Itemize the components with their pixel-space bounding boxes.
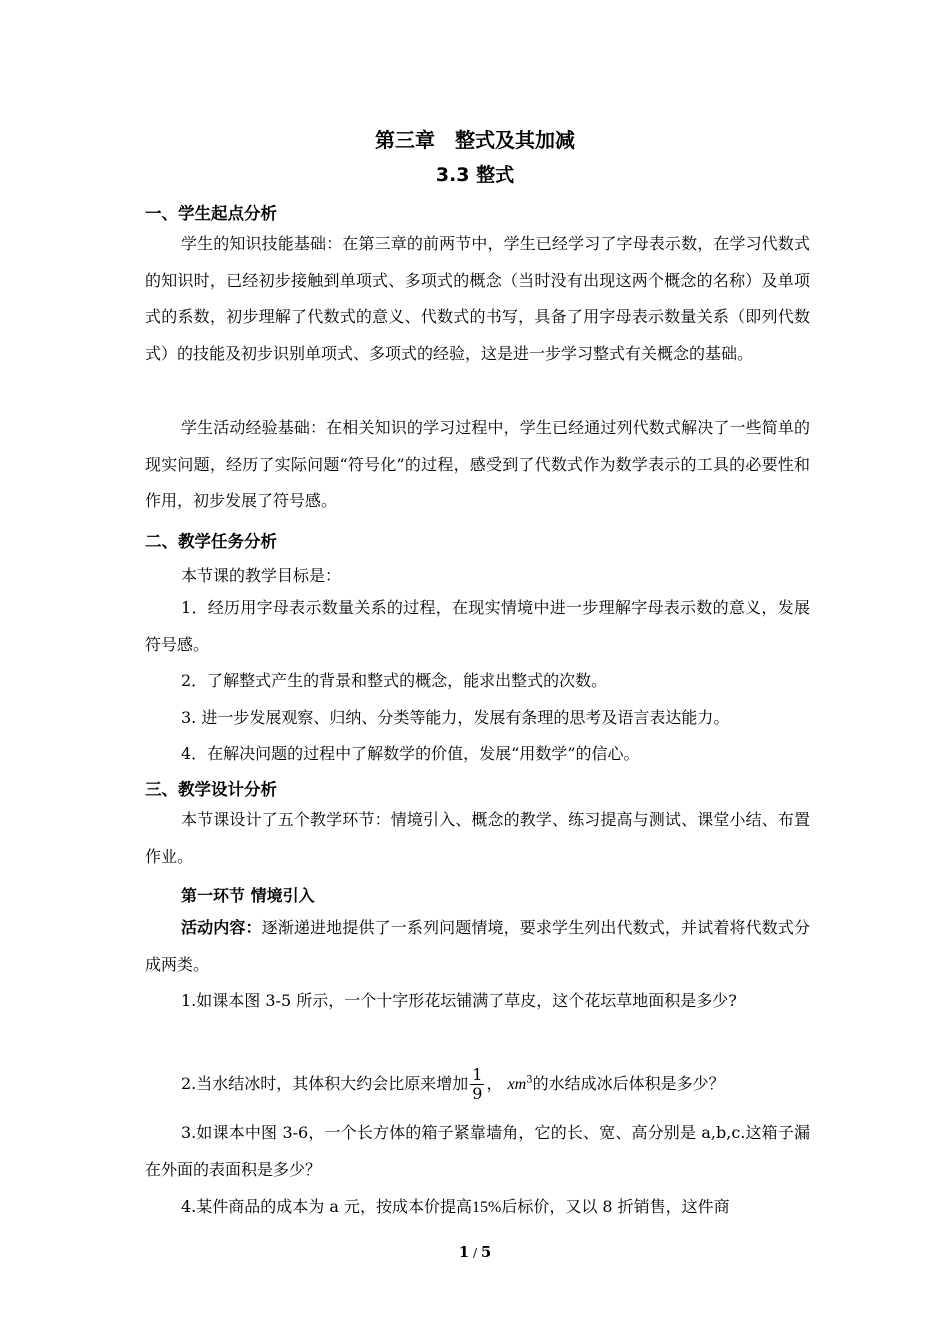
activity-text: 逐渐递进地提供了一系列问题情境，要求学生列出代数式，并试着将代数式分成两类。 — [145, 918, 810, 974]
question-2 — [181, 1066, 846, 1103]
goal-1: 1．经历用字母表示数量关系的过程，在现实情境中进一步理解字母表示数的意义，发展符号感。 — [145, 598, 810, 654]
question-2-text-a: 2.当水结冰时，其体积大约会比原来增加 — [181, 1074, 469, 1093]
paragraph-knowledge-basis: 学生的知识技能基础：在第三章的前两节中，学生已经学习了字母表示数，在学习代数式的知识时，已经初步接触到单项式、多项式的概念（当时没有出现这两个概念的名称）及单项式的系数，初步理解了代数式的意义、代数式的书写，具备了用字母表示数量关系（即列代数式）的技能及初步识别单项式、多项式的经验，这是进一步学习整式有关概念的基础。 — [145, 234, 810, 363]
question-4-text-b: 后标价，又以 8 折销售，这件商 — [501, 1197, 730, 1216]
paragraph-activity-basis: 学生活动经验基础：在相关知识的学习过程中，学生已经通过列代数式解决了一些简单的现实问题，经历了实际问题“符号化”的过程，感受到了代数式作为数学表示的工具的必要性和作用，初步发展了符号感。 — [145, 418, 810, 510]
heading-student-analysis: 一、学生起点分析 — [145, 204, 277, 223]
goal-2: 2．了解整式产生的背景和整式的概念，能求出整式的次数。 — [181, 671, 608, 690]
question-4-text-a: 4.某件商品的成本为 a 元，按成本价提高 — [181, 1197, 472, 1216]
page-separator: / — [469, 1246, 481, 1260]
goal-3: 3. 进一步发展观察、归纳、分类等能力，发展有条理的思考及语言表达能力。 — [181, 708, 730, 727]
fraction-denominator: 9 — [472, 1084, 483, 1103]
current-page: 1 — [458, 1243, 470, 1261]
heading-task-analysis: 二、教学任务分析 — [145, 532, 277, 551]
goals-intro: 本节课的教学目标是： — [181, 566, 342, 585]
section-title: 3.3 整式 — [435, 164, 515, 186]
total-pages: 5 — [480, 1243, 492, 1261]
goal-4: 4．在解决问题的过程中了解数学的价值，发展“用数学”的信心。 — [181, 744, 640, 763]
fraction-one-ninth — [470, 1066, 484, 1103]
question-3: 3.如课本中图 3-6，一个长方体的箱子紧靠墙角，它的长、宽、高分别是 a,b,c.这箱子漏在外面的表面积是多少？ — [145, 1123, 810, 1179]
paragraph-activity-content — [145, 910, 810, 983]
question-1: 1.如课本图 3-5 所示，一个十字形花坛铺满了草皮，这个花坛草地面积是多少? — [181, 991, 737, 1010]
question-2-text-b: 的水结成冰后体积是多少？ — [532, 1074, 725, 1093]
question-4 — [181, 1194, 846, 1217]
heading-design-analysis: 三、教学设计分析 — [145, 780, 277, 799]
fraction-numerator: 1 — [472, 1065, 483, 1084]
chapter-title: 第三章 整式及其加减 — [375, 128, 575, 152]
sub-heading-step-one: 第一环节 情境引入 — [181, 886, 315, 905]
paragraph-teaching-steps: 本节课设计了五个教学环节：情境引入、概念的教学、练习提高与测试、课堂小结、布置作业。 — [145, 810, 810, 866]
percent-value: 15% — [471, 1199, 502, 1216]
page-number — [0, 1243, 950, 1261]
activity-label: 活动内容： — [181, 918, 262, 937]
question-2-comma: ， — [486, 1074, 503, 1093]
variable-xm: xm — [507, 1076, 527, 1093]
exponent: 3 — [526, 1074, 533, 1086]
